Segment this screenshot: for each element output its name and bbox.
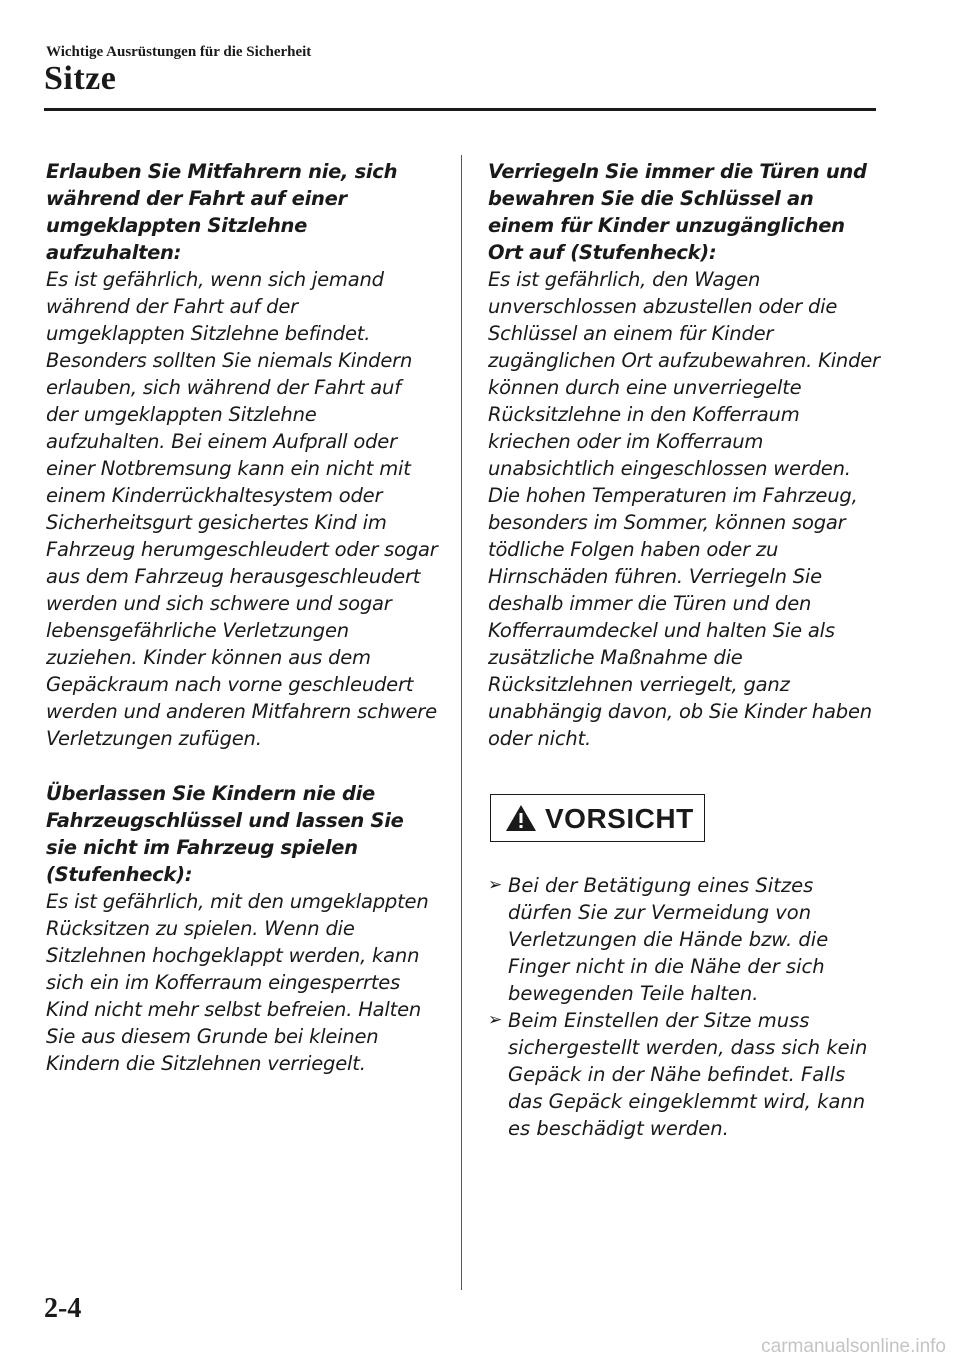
warning-triangle-icon [505, 804, 537, 832]
warning-body: Es ist gefährlich, den Wagen unverschlossen abzustellen oder die Schlüssel an einem für Kinder zugänglichen Ort aufzubewahren. Kinder können durch eine unverriegelte Rücksitzlehne in den Kofferraum kriechen oder im Kofferraum unabsichtlich eingeschlossen werden. Die hohen Temperaturen im Fahrzeug, besonders im Sommer, können sogar tödliche Folgen haben oder zu Hirnschäden führen. Verriegeln Sie deshalb immer die Türen und den Kofferraumdeckel und halten Sie als zusätzliche Maßnahme die Rücksitzlehnen verriegelt, ganz unabhängig davon, ob Sie Kinder haben oder nicht. [488, 268, 880, 750]
left-column [46, 158, 438, 1105]
warning-body: Es ist gefährlich, wenn sich jemand während der Fahrt auf der umgeklappten Sitzlehne befindet. Besonders sollten Sie niemals Kindern erlauben, sich während der Fahrt auf der umgeklappten Sitzlehne aufzuhalten. Bei einem Aufprall oder einer Notbremsung kann ein nicht mit einem Kinderrückhaltesystem oder Sicherheitsgurt gesichertes Kind im Fahrzeug herumgeschleudert oder sogar aus dem Fahrzeug herausgeschleudert werden und sich schwere und sogar lebensgefährliche Verletzungen zuziehen. Kinder können aus dem Gepäckraum nach vorne geschleudert werden und anderen Mitfahrern schwere Verletzungen zufügen. [46, 268, 438, 750]
page-number: 2-4 [44, 1293, 82, 1324]
warning-heading: Verriegeln Sie immer die Türen und bewahren Sie die Schlüssel an einem für Kinder unzugänglichen Ort auf (Stufenheck): [488, 160, 867, 264]
arrow-bullet-icon: ➢ [488, 875, 503, 895]
column-divider [461, 155, 462, 1290]
caution-list [488, 872, 880, 1142]
section-label: Wichtige Ausrüstungen für die Sicherheit [46, 44, 312, 60]
warning-block-passengers [46, 158, 438, 752]
warning-heading: Erlauben Sie Mitfahrern nie, sich während der Fahrt auf einer umgeklappten Sitzlehne aufzuhalten: [46, 160, 398, 264]
caution-label-box [490, 794, 705, 842]
caution-label: VORSICHT [545, 802, 694, 834]
caution-item-text: Bei der Betätigung eines Sitzes dürfen Sie zur Vermeidung von Verletzungen die Hände bzw. die Finger nicht in die Nähe der sich bewegenden Teile halten. [508, 874, 829, 1005]
warning-block-children-keys [46, 780, 438, 1077]
arrow-bullet-icon: ➢ [488, 1010, 503, 1030]
list-item [488, 872, 880, 1007]
title-rule [44, 108, 876, 111]
caution-item-text: Beim Einstellen der Sitze muss sichergestellt werden, dass sich kein Gepäck in der Nähe befindet. Falls das Gepäck eingeklemmt wird, kann es beschädigt werden. [508, 1009, 868, 1140]
page-title: Sitze [44, 60, 117, 97]
right-column [488, 158, 880, 1142]
warning-body: Es ist gefährlich, mit den umgeklappten Rücksitzen zu spielen. Wenn die Sitzlehnen hochgeklappt werden, kann sich ein im Kofferraum eingesperrtes Kind nicht mehr selbst befreien. Halten Sie aus diesem Grunde bei kleinen Kindern die Sitzlehnen verriegelt. [46, 890, 429, 1075]
warning-heading: Überlassen Sie Kindern nie die Fahrzeugschlüssel und lassen Sie sie nicht im Fahrzeug spielen (Stufenheck): [46, 782, 404, 886]
warning-block-lock-doors [488, 158, 880, 752]
list-item [488, 1007, 880, 1142]
watermark: carmanualsonline.info [761, 1336, 946, 1357]
